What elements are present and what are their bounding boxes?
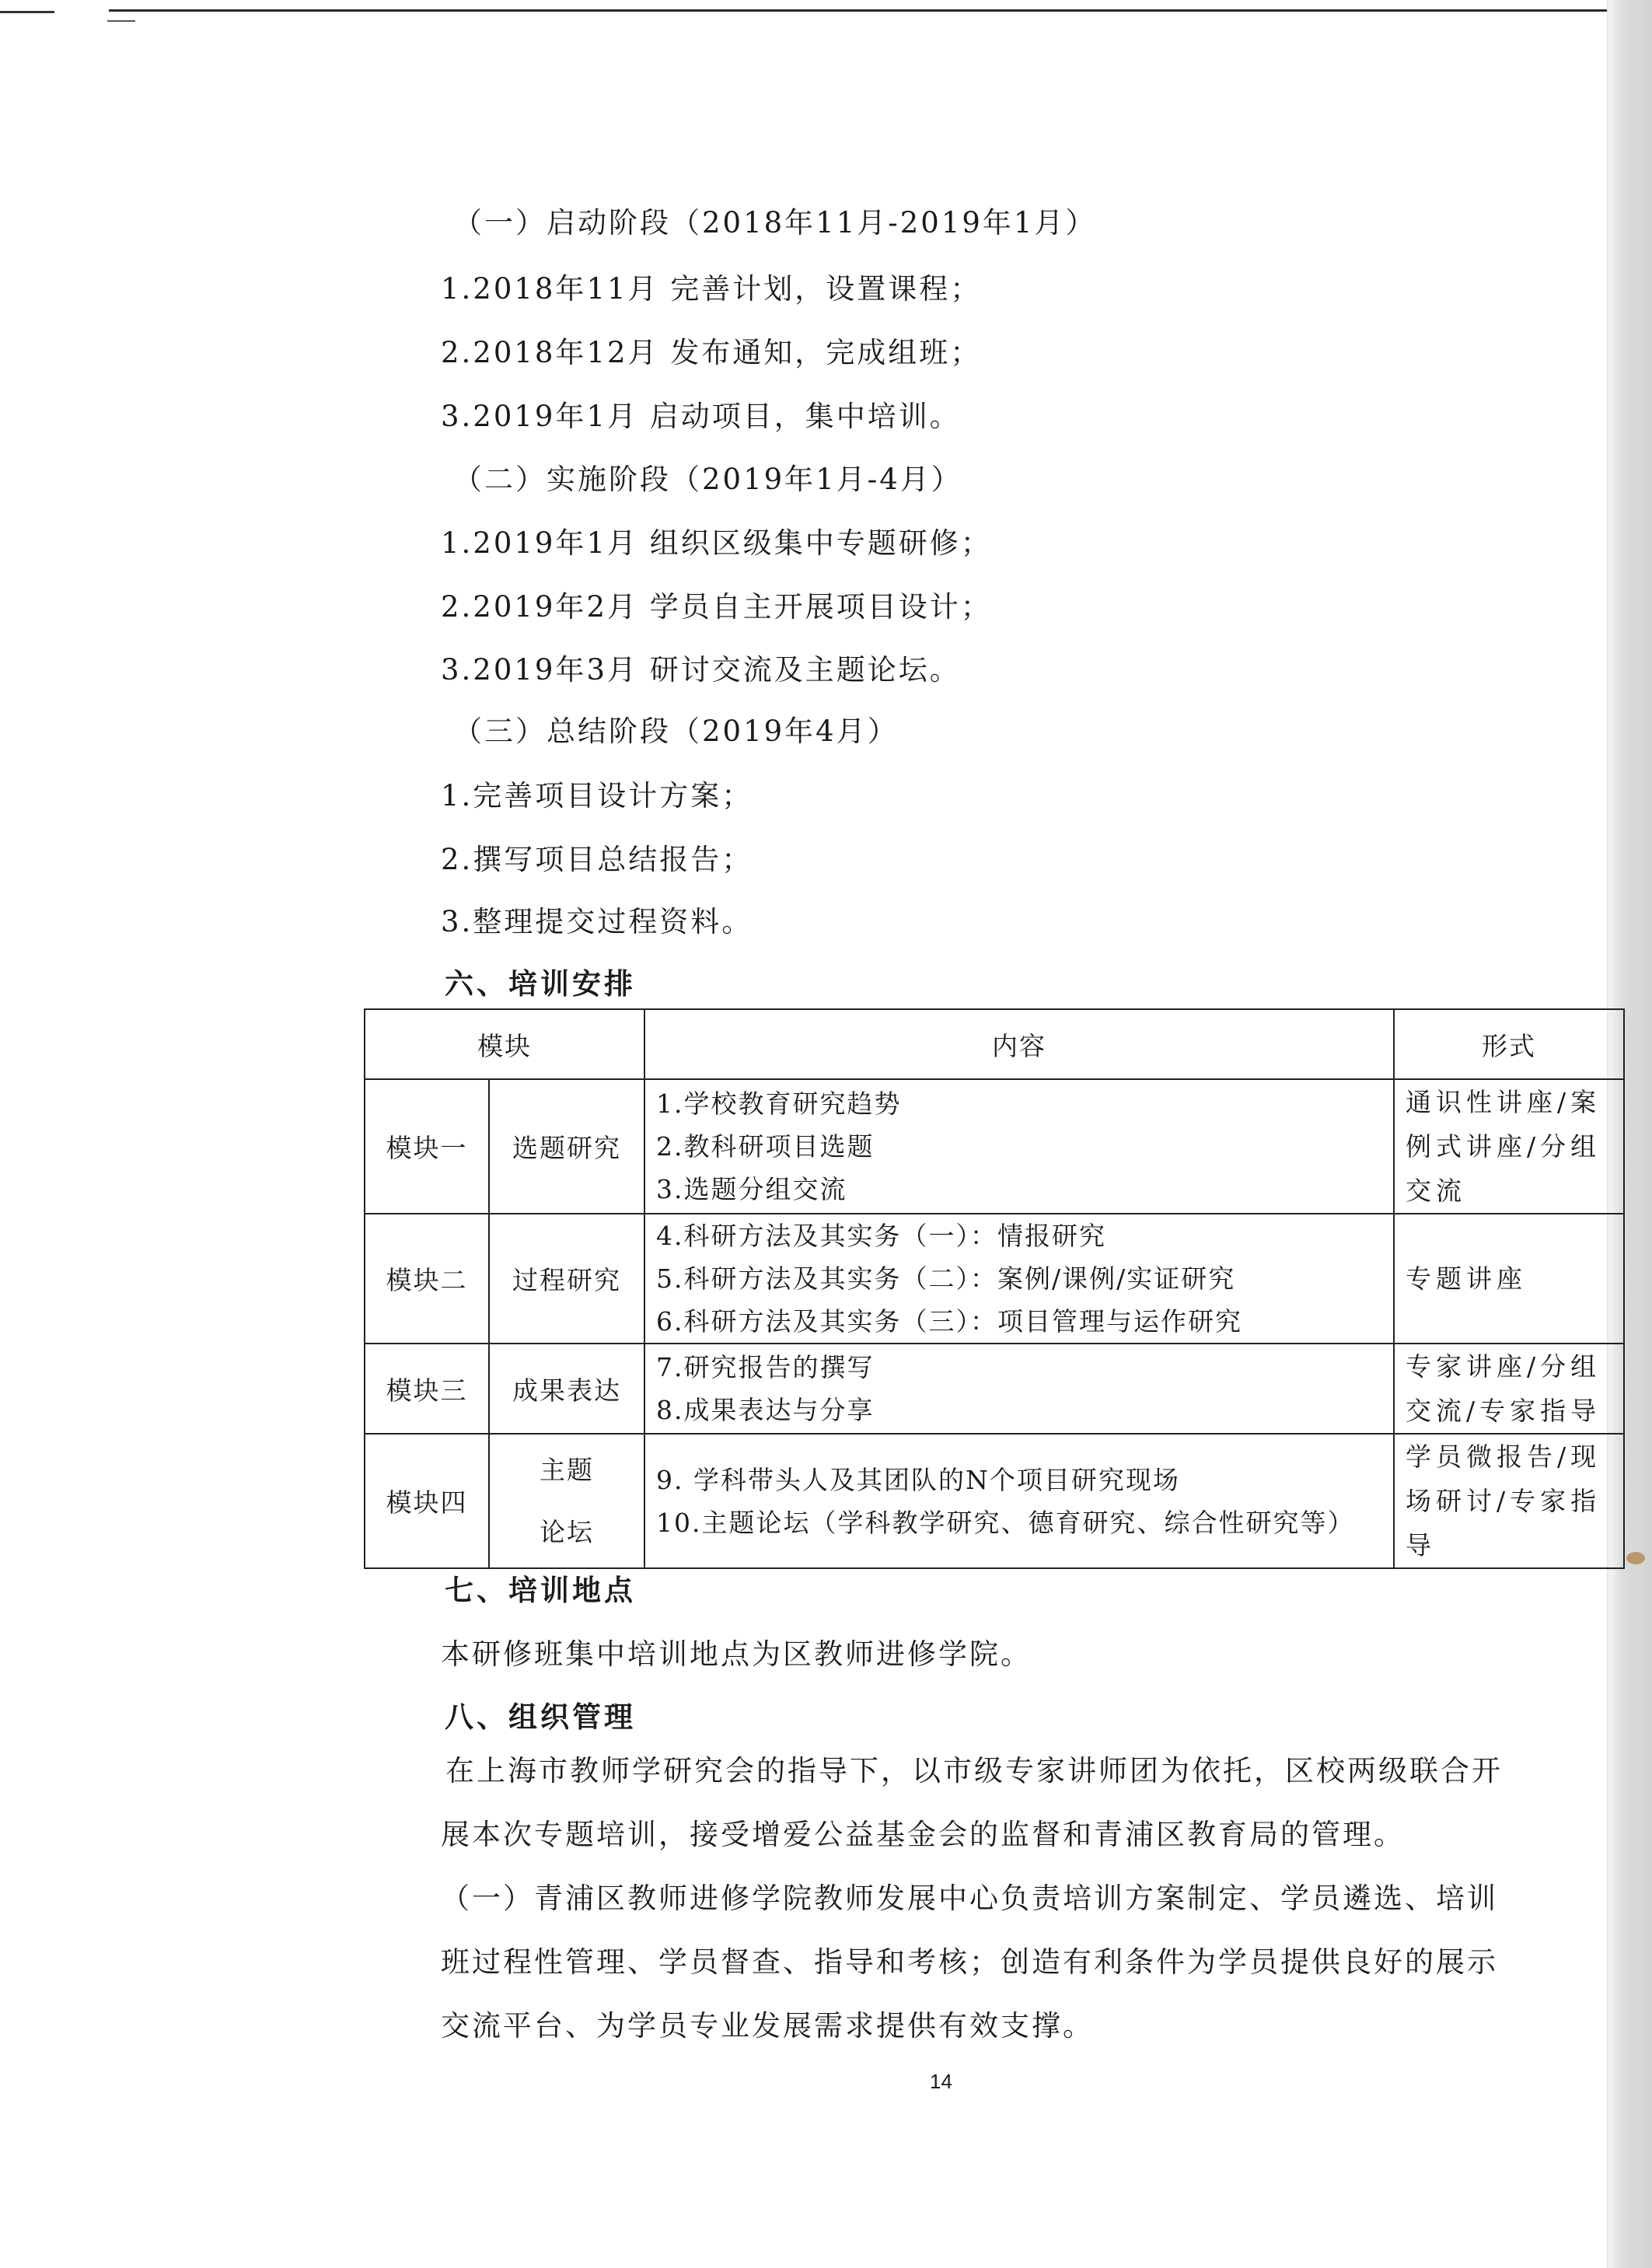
phase1-title: （一）启动阶段（2018年11月-2019年1月） <box>453 206 1097 239</box>
topic-cell <box>489 1434 644 1568</box>
content-item: 1.学校教育研究趋势 <box>656 1089 902 1119</box>
org-paragraph-2-text: （一）青浦区教师进修学院教师发展中心负责培训方案制定、学员遴选、培训班过程性管理、学员督查、指导和考核；创造有利条件为学员提供良好的展示交流平台、为学员专业发展需求提供有效支撑。 <box>441 1882 1498 2043</box>
table-row <box>365 1344 1624 1434</box>
content-cell <box>644 1434 1394 1568</box>
topic-cell: 成果表达 <box>489 1344 644 1434</box>
location-text: 本研修班集中培训地点为区教师进修学院。 <box>441 1637 1032 1671</box>
table-row <box>365 1214 1624 1344</box>
content-item: 2.教科研项目选题 <box>656 1131 875 1162</box>
content-cell <box>644 1344 1394 1434</box>
topic-cell: 过程研究 <box>489 1214 644 1344</box>
form-cell: 通识性讲座/案例式讲座/分组交流 <box>1394 1079 1624 1214</box>
header-content: 内容 <box>644 1009 1394 1079</box>
phase2-item-3: 3.2019年3月 研讨交流及主题论坛。 <box>441 653 961 687</box>
header-module: 模块 <box>365 1009 644 1079</box>
module-cell: 模块二 <box>365 1214 489 1344</box>
heading-training-schedule: 六、培训安排 <box>445 967 636 1001</box>
scan-stain <box>1626 1552 1645 1564</box>
org-paragraph-2 <box>441 1867 1525 2058</box>
phase3-item-1: 1.完善项目设计方案； <box>441 779 753 812</box>
content-item: 4.科研方法及其实务（一）：情报研究 <box>656 1221 1106 1251</box>
module-cell: 模块三 <box>365 1344 489 1434</box>
content-item: 3.选题分组交流 <box>656 1174 847 1204</box>
scan-mark-left <box>0 11 54 13</box>
phase3-title: （三）总结阶段（2019年4月） <box>453 715 899 748</box>
org-paragraph-1 <box>441 1739 1525 1867</box>
heading-training-location: 七、培训地点 <box>445 1574 636 1607</box>
content-item: 10.主题论坛（学科教学研究、德育研究、综合性研究等） <box>656 1507 1355 1538</box>
form-cell: 专题讲座 <box>1394 1214 1624 1344</box>
phase3-item-2: 2.撰写项目总结报告； <box>441 843 753 876</box>
topic-line: 主题 <box>540 1454 594 1485</box>
header-form: 形式 <box>1394 1009 1624 1079</box>
table-row <box>365 1079 1624 1214</box>
phase1-item-2: 2.2018年12月 发布通知，完成组班； <box>441 336 982 369</box>
content-cell <box>644 1079 1394 1214</box>
content-cell <box>644 1214 1394 1344</box>
form-cell: 专家讲座/分组交流/专家指导 <box>1394 1344 1624 1434</box>
content-item: 7.研究报告的撰写 <box>656 1352 875 1382</box>
table-header-row <box>365 1009 1624 1079</box>
topic-line: 论坛 <box>540 1516 594 1547</box>
scan-top-mark <box>107 20 135 22</box>
heading-organization: 八、组织管理 <box>445 1700 636 1734</box>
phase1-item-3: 3.2019年1月 启动项目，集中培训。 <box>441 400 961 433</box>
phase1-item-1: 1.2018年11月 完善计划，设置课程； <box>441 272 982 306</box>
phase2-title: （二）实施阶段（2019年1月-4月） <box>453 463 962 496</box>
content-item: 6.科研方法及其实务（三）：项目管理与运作研究 <box>656 1306 1242 1337</box>
module-cell: 模块一 <box>365 1079 489 1214</box>
content-item: 5.科研方法及其实务（二）：案例/课例/实证研究 <box>656 1263 1236 1294</box>
table-row <box>365 1434 1624 1568</box>
content-item: 9. 学科带头人及其团队的N个项目研究现场 <box>656 1464 1180 1495</box>
scan-top-line <box>109 9 1609 12</box>
phase3-item-3: 3.整理提交过程资料。 <box>441 905 753 938</box>
training-schedule-table <box>364 1008 1625 1569</box>
page-number: 14 <box>930 2070 952 2093</box>
topic-cell: 选题研究 <box>489 1079 644 1214</box>
form-cell: 学员微报告/现场研讨/专家指导 <box>1394 1434 1624 1568</box>
phase2-item-2: 2.2019年2月 学员自主开展项目设计； <box>441 590 992 624</box>
content-item: 8.成果表达与分享 <box>656 1395 875 1425</box>
phase2-item-1: 1.2019年1月 组织区级集中专题研修； <box>441 526 992 560</box>
org-paragraph-1-text: 在上海市教师学研究会的指导下，以市级专家讲师团为依托，区校两级联合开展本次专题培训，接受增爱公益基金会的监督和青浦区教育局的管理。 <box>441 1754 1503 1851</box>
module-cell: 模块四 <box>365 1434 489 1568</box>
